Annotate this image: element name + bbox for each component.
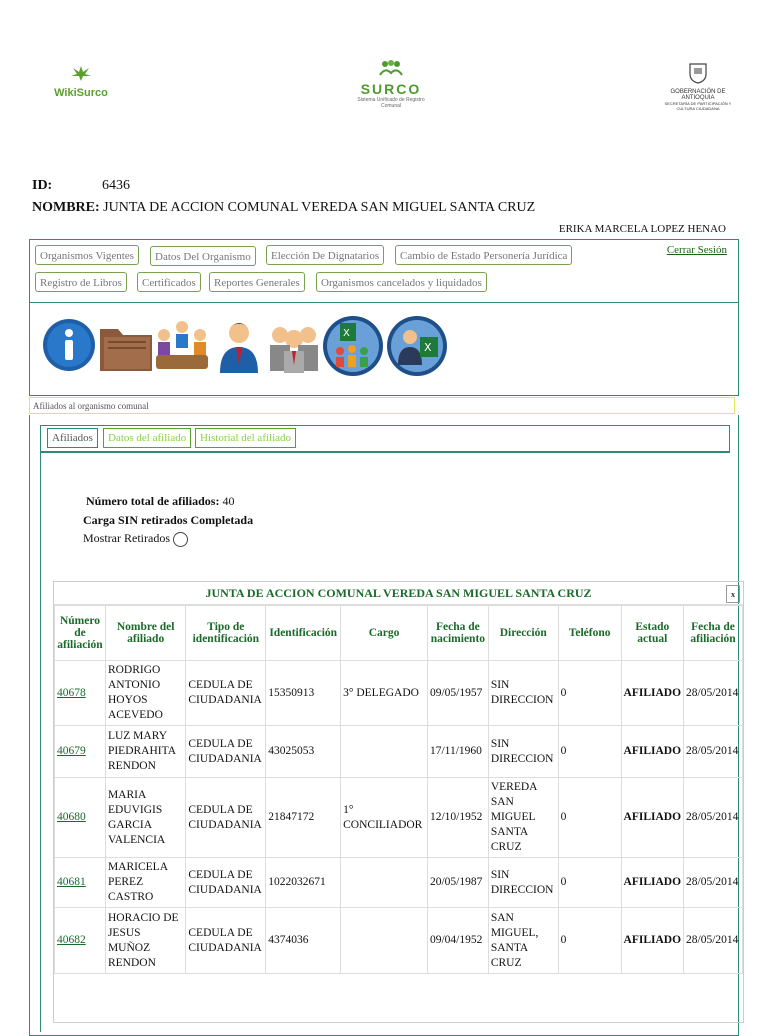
cell-tipo-id: CEDULA DE CIUDADANIA [186, 726, 266, 778]
col-estado[interactable]: Estado actual [621, 606, 684, 661]
name-value: JUNTA DE ACCION COMUNAL VEREDA SAN MIGUEL SANTA CRUZ [103, 200, 536, 215]
svg-text:X: X [424, 341, 432, 354]
col-numero[interactable]: Número de afiliación [55, 606, 106, 661]
cell-identificacion: 21847172 [266, 778, 341, 858]
cell-identificacion: 15350913 [266, 661, 341, 726]
nav-cambio-estado[interactable]: Cambio de Estado Personería Jurídica [395, 245, 572, 265]
table-row [55, 726, 743, 778]
cell-cargo: 1° CONCILIADOR [341, 778, 428, 858]
id-label: ID: [32, 178, 53, 193]
afiliados-table [54, 605, 743, 974]
svg-text:X: X [343, 328, 350, 339]
tab-historial-afiliado[interactable]: Historial del afiliado [195, 428, 296, 448]
cell-cargo [341, 726, 428, 778]
col-tipo-id[interactable]: Tipo de identificación [186, 606, 266, 661]
record-name [32, 200, 535, 216]
gobernacion-text: GOBERNACIÓN DE ANTIOQUIA [670, 89, 726, 101]
afiliado-link[interactable]: 40680 [57, 811, 86, 823]
cell-fecha-afiliacion: 28/05/2014 [684, 661, 743, 726]
surco-logo [356, 60, 426, 109]
mostrar-retirados-label: Mostrar Retirados [83, 531, 170, 545]
wikisurco-text: WikiSurco [54, 87, 108, 99]
cell-fecha-afiliacion: 28/05/2014 [684, 908, 743, 974]
cell-numero [55, 858, 106, 908]
cell-direccion: SAN MIGUEL, SANTA CRUZ [488, 908, 558, 974]
cell-fecha-nacimiento: 09/04/1952 [427, 908, 488, 974]
leaf-icon [69, 64, 93, 82]
cell-direccion: VEREDA SAN MIGUEL SANTA CRUZ [488, 778, 558, 858]
table-row [55, 778, 743, 858]
cell-numero [55, 661, 106, 726]
col-cargo[interactable]: Cargo [341, 606, 428, 661]
cell-fecha-nacimiento: 20/05/1987 [427, 858, 488, 908]
cell-direccion: SIN DIRECCION [488, 661, 558, 726]
col-fecha-afiliacion[interactable]: Fecha de afiliación [684, 606, 743, 661]
nav-organismos-cancelados[interactable]: Organismos cancelados y liquidados [316, 272, 487, 292]
cell-fecha-nacimiento: 17/11/1960 [427, 726, 488, 778]
total-label: Número total de afiliados: [86, 494, 220, 508]
export-members-icon[interactable] [322, 315, 384, 377]
cell-identificacion: 1022032671 [266, 858, 341, 908]
excel-export-button[interactable]: x [726, 585, 740, 603]
cell-telefono: 0 [558, 726, 621, 778]
table-row [55, 858, 743, 908]
cell-telefono: 0 [558, 778, 621, 858]
icon-toolbar [29, 301, 739, 396]
export-person-icon[interactable] [386, 315, 448, 377]
table-header-row [55, 606, 743, 661]
info-icon[interactable] [40, 315, 98, 375]
carga-status: Carga SIN retirados Completada [83, 513, 254, 527]
tab-datos-afiliado[interactable]: Datos del afiliado [103, 428, 191, 448]
table-row [55, 661, 743, 726]
col-fecha-nacimiento[interactable]: Fecha de nacimiento [427, 606, 488, 661]
cell-estado: AFILIADO [621, 726, 684, 778]
record-id [32, 178, 130, 194]
nav-registro-libros[interactable]: Registro de Libros [35, 272, 127, 292]
afiliados-table-container [53, 581, 744, 1023]
cell-nombre: RODRIGO ANTONIO HOYOS ACEVEDO [105, 661, 185, 726]
tab-bar [40, 425, 730, 453]
afiliado-link[interactable]: 40681 [57, 876, 86, 888]
cell-telefono: 0 [558, 661, 621, 726]
cell-tipo-id: CEDULA DE CIUDADANIA [186, 661, 266, 726]
col-telefono[interactable]: Teléfono [558, 606, 621, 661]
cell-estado: AFILIADO [621, 908, 684, 974]
cell-tipo-id: CEDULA DE CIUDADANIA [186, 908, 266, 974]
shield-icon [688, 62, 708, 84]
afiliado-link[interactable]: 40679 [57, 745, 86, 757]
cell-telefono: 0 [558, 858, 621, 908]
cell-identificacion: 4374036 [266, 908, 341, 974]
cell-estado: AFILIADO [621, 661, 684, 726]
cell-identificacion: 43025053 [266, 726, 341, 778]
cell-fecha-afiliacion: 28/05/2014 [684, 858, 743, 908]
nav-certificados[interactable]: Certificados [137, 272, 201, 292]
id-value: 6436 [102, 178, 130, 193]
cell-cargo [341, 858, 428, 908]
people-icon [376, 60, 406, 76]
logout-link[interactable]: Cerrar Sesión [666, 244, 727, 256]
folder-icon[interactable] [98, 315, 154, 375]
cell-tipo-id: CEDULA DE CIUDADANIA [186, 778, 266, 858]
surco-subtitle: Sistema Unificado de Registro Comunal [357, 97, 425, 109]
cell-fecha-nacimiento: 12/10/1952 [427, 778, 488, 858]
main-nav [29, 239, 739, 303]
nav-datos-organismo[interactable]: Datos Del Organismo [150, 246, 256, 266]
cell-nombre: LUZ MARY PIEDRAHITA RENDON [105, 726, 185, 778]
mostrar-retirados-toggle[interactable] [173, 532, 188, 547]
cell-numero [55, 726, 106, 778]
col-direccion[interactable]: Dirección [488, 606, 558, 661]
name-label: NOMBRE: [32, 200, 100, 215]
afiliado-link[interactable]: 40682 [57, 934, 86, 946]
cell-fecha-afiliacion: 28/05/2014 [684, 778, 743, 858]
cell-numero [55, 908, 106, 974]
cell-fecha-afiliacion: 28/05/2014 [684, 726, 743, 778]
mostrar-retirados [83, 531, 188, 547]
cell-estado: AFILIADO [621, 778, 684, 858]
user-name: ERIKA MARCELA LOPEZ HENAO [558, 223, 726, 235]
cell-nombre: HORACIO DE JESUS MUÑOZ RENDON [105, 908, 185, 974]
breadcrumb: Afiliados al organismo comunal [29, 397, 735, 414]
total-afiliados [86, 494, 234, 509]
cell-fecha-nacimiento: 09/05/1957 [427, 661, 488, 726]
afiliado-link[interactable]: 40678 [57, 686, 86, 699]
nav-reportes-generales[interactable]: Reportes Generales [209, 272, 305, 292]
nav-organismos-vigentes[interactable]: Organismos Vigentes [35, 245, 139, 265]
tab-afiliados[interactable]: Afiliados [47, 428, 98, 448]
cell-estado: AFILIADO [621, 858, 684, 908]
table-row [55, 908, 743, 974]
col-nombre[interactable]: Nombre del afiliado [105, 606, 185, 661]
wikisurco-logo [46, 64, 116, 99]
cell-tipo-id: CEDULA DE CIUDADANIA [186, 858, 266, 908]
cell-cargo: 3° DELEGADO [341, 661, 428, 726]
cell-cargo [341, 908, 428, 974]
meeting-icon[interactable] [152, 315, 212, 375]
table-title [54, 582, 743, 605]
surco-text: SURCO [360, 81, 422, 97]
cell-telefono: 0 [558, 908, 621, 974]
total-value: 40 [222, 494, 235, 508]
cell-nombre: MARIA EDUVIGIS GARCIA VALENCIA [105, 778, 185, 858]
nav-eleccion-dignatarios[interactable]: Elección De Dignatarios [266, 245, 384, 265]
cell-direccion: SIN DIRECCION [488, 726, 558, 778]
table-title-text: JUNTA DE ACCION COMUNAL VEREDA SAN MIGUEL SANTA CRUZ [205, 586, 592, 600]
cell-direccion: SIN DIRECCION [488, 858, 558, 908]
person-icon[interactable] [214, 315, 264, 375]
col-identificacion[interactable]: Identificación [266, 606, 341, 661]
cell-numero [55, 778, 106, 858]
gobernacion-logo [656, 62, 740, 111]
cell-nombre: MARICELA PEREZ CASTRO [105, 858, 185, 908]
gobernacion-subtitle: SECRETARÍA DE PARTICIPACIÓN Y CULTURA CIUDADANA [664, 101, 732, 111]
group-icon[interactable] [266, 315, 322, 375]
